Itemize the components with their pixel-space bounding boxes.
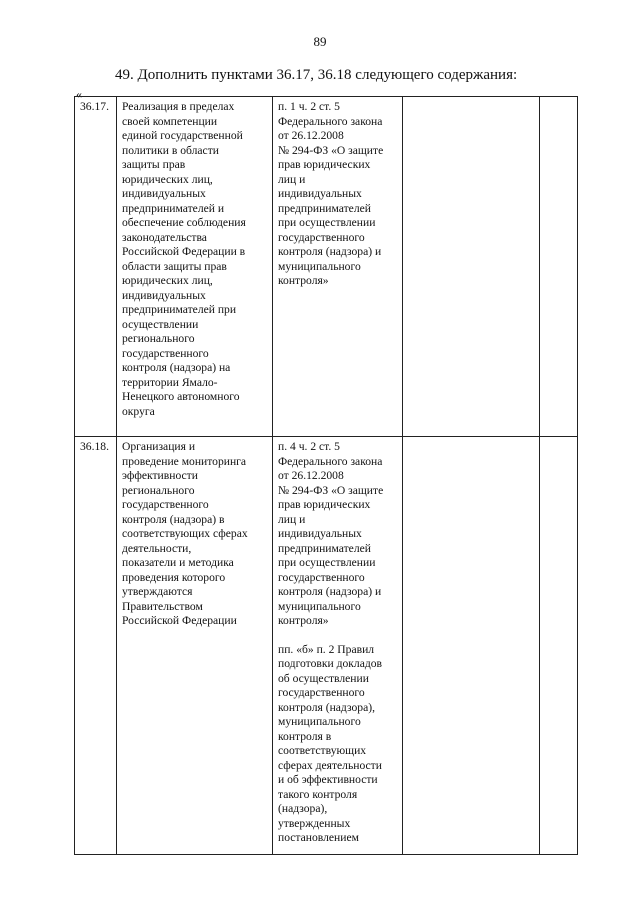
- basis-paragraph: [278, 643, 398, 846]
- text-line: государственного: [122, 498, 209, 511]
- text-line: лиц и: [278, 172, 306, 186]
- text-line: контроля (надзора) на: [122, 361, 231, 374]
- text-line: Правительством: [122, 599, 203, 613]
- text-line: контроля»: [278, 274, 329, 287]
- text-line: от 26.12.2008: [278, 129, 344, 142]
- text-line: государственного: [278, 230, 365, 244]
- text-line: (надзора),: [278, 802, 328, 815]
- text-line: от 26.12.2008: [278, 469, 344, 482]
- text-line: муниципального: [278, 599, 361, 613]
- text-line: Российской Федерации: [122, 614, 237, 627]
- opening-quote: «: [76, 87, 82, 101]
- text-line: муниципального: [278, 715, 361, 728]
- text-line: юридических лиц,: [122, 274, 213, 287]
- empty-cell: [540, 97, 578, 437]
- text-line: п. 1 ч. 2 ст. 5: [278, 100, 340, 113]
- text-line: № 294-ФЗ «О защите: [278, 143, 384, 157]
- section-heading: 49. Дополнить пунктами 36.17, 36.18 следующего содержания:: [115, 67, 518, 83]
- powers-table: [74, 96, 578, 855]
- item-number: 36.18.: [75, 437, 117, 855]
- text-line: соответствующих сферах: [122, 527, 248, 540]
- item-description: [117, 437, 273, 855]
- text-line: государственного: [278, 570, 365, 584]
- text-line: предпринимателей и: [122, 201, 225, 215]
- empty-cell: [540, 437, 578, 855]
- text-line: обеспечение соблюдения: [122, 216, 246, 229]
- text-line: утверждаются: [122, 585, 193, 598]
- text-line: утвержденных: [278, 816, 351, 830]
- item-description: [117, 97, 273, 437]
- text-line: такого контроля: [278, 787, 358, 801]
- text-line: эффективности: [122, 469, 198, 482]
- table-row: [75, 437, 578, 855]
- text-line: государственного: [278, 686, 365, 699]
- text-line: № 294-ФЗ «О защите: [278, 483, 384, 497]
- text-line: показатели и методика: [122, 556, 234, 569]
- text-line: округа: [122, 404, 155, 418]
- empty-cell: [403, 97, 540, 437]
- description-lines: [122, 100, 268, 419]
- text-line: проведения которого: [122, 570, 226, 584]
- text-line: Федерального закона: [278, 454, 383, 468]
- text-line: прав юридических: [278, 158, 371, 171]
- text-line: контроля (надзора) и: [278, 585, 382, 598]
- text-line: территории Ямало-: [122, 375, 218, 389]
- text-line: Организация и: [122, 440, 196, 453]
- text-line: лиц и: [278, 512, 306, 526]
- text-line: прав юридических: [278, 498, 371, 511]
- text-line: Реализация в пределах: [122, 100, 235, 113]
- description-lines: [122, 440, 268, 629]
- text-line: предпринимателей при: [122, 303, 237, 316]
- text-line: Российской Федерации в: [122, 245, 246, 258]
- text-line: пп. «б» п. 2 Правил: [278, 642, 375, 656]
- text-line: контроля (надзора),: [278, 700, 375, 714]
- text-line: юридических лиц,: [122, 172, 213, 186]
- text-line: своей компетенции: [122, 114, 218, 128]
- text-line: Ненецкого автономного: [122, 390, 240, 403]
- text-line: при осуществлении: [278, 216, 376, 229]
- text-line: проведение мониторинга: [122, 454, 247, 468]
- basis-paragraph: [278, 440, 398, 629]
- text-line: единой государственной: [122, 129, 243, 142]
- legal-basis: [273, 97, 403, 437]
- text-line: предпринимателей: [278, 201, 371, 215]
- text-line: муниципального: [278, 259, 361, 273]
- empty-cell: [403, 437, 540, 855]
- basis-paragraph: [278, 100, 398, 289]
- text-line: контроля в: [278, 729, 332, 743]
- text-line: контроля»: [278, 614, 329, 627]
- text-line: регионального: [122, 332, 195, 345]
- text-line: государственного: [122, 346, 209, 360]
- text-line: осуществлении: [122, 317, 199, 331]
- text-line: подготовки докладов: [278, 657, 383, 670]
- table-row: [75, 97, 578, 437]
- text-line: об осуществлении: [278, 671, 369, 685]
- text-line: п. 4 ч. 2 ст. 5: [278, 440, 340, 453]
- text-line: защиты прав: [122, 158, 186, 171]
- text-line: деятельности,: [122, 541, 192, 555]
- text-line: регионального: [122, 483, 195, 497]
- text-line: индивидуальных: [122, 187, 206, 200]
- text-line: соответствующих: [278, 744, 367, 757]
- text-line: предпринимателей: [278, 541, 371, 555]
- text-line: постановлением: [278, 831, 359, 844]
- text-line: контроля (надзора) и: [278, 245, 382, 258]
- text-line: политики в области: [122, 143, 219, 157]
- page-number: 89: [313, 34, 327, 49]
- text-line: индивидуальных: [278, 187, 362, 200]
- text-line: контроля (надзора) в: [122, 512, 225, 526]
- text-line: области защиты прав: [122, 259, 227, 273]
- text-line: законодательства: [122, 230, 207, 244]
- text-line: и об эффективности: [278, 773, 378, 786]
- text-line: сферах деятельности: [278, 758, 382, 772]
- text-line: индивидуальных: [278, 527, 362, 540]
- text-line: при осуществлении: [278, 556, 376, 569]
- text-line: индивидуальных: [122, 288, 206, 302]
- item-number: 36.17.: [75, 97, 117, 437]
- legal-basis: [273, 437, 403, 855]
- text-line: Федерального закона: [278, 114, 383, 128]
